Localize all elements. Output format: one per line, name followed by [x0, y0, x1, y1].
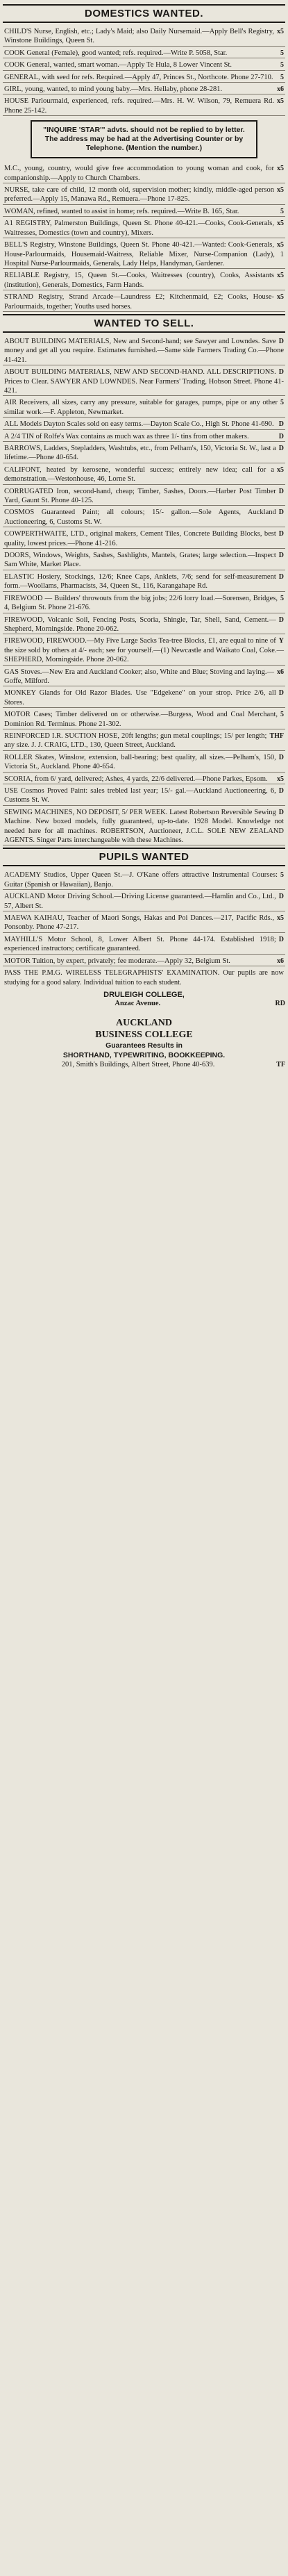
- ad-text: STRAND Registry, Strand Arcade—Laundress £2; Kitchenmaid, £2; Cooks, House-Parlourmaids, together; Youths used horses.: [4, 293, 274, 311]
- ad-code: D: [278, 787, 284, 795]
- classified-ad: [3, 185, 285, 205]
- ad-code: 5: [280, 73, 284, 81]
- business-college-ad: [3, 1017, 285, 1070]
- ad-text: CALIFONT, heated by kerosene, wonderful success; entirely new idea; call for a demonstration.—Westonhouse, 46, Lorne St.: [4, 465, 274, 484]
- classified-ad: [3, 808, 285, 846]
- classified-ad: [3, 870, 285, 890]
- classified-ad: [3, 60, 285, 70]
- pmg-wireless-ad: PASS THE P.M.G. WIRELESS TELEGRAPHISTS' EXAMINATION. Our pupils are now studying for a good salary. Individual tuition to each student.: [4, 969, 284, 986]
- ad-code: x6: [277, 85, 284, 94]
- ad-code: D: [278, 432, 284, 440]
- ad-code: D: [278, 337, 284, 345]
- ad-text: ABOUT BUILDING MATERIALS, New and Second-hand; see Sawyer and Lowndes. Save money and get all you require. Estimates furnished.—Same side Farmers Trading Co.—Phone 41-421.: [4, 337, 284, 364]
- ad-text: SCORIA, from 6/ yard, delivered; Ashes, 4 yards, 22/6 delivered.—Phone Parkes, Epsom.: [4, 775, 268, 783]
- business-address: 201, Smith's Buildings, Albert Street, Phone 40-639.: [61, 1060, 215, 1068]
- classified-ad: [3, 49, 285, 58]
- classified-ad: [3, 710, 285, 729]
- ad-code: x5: [277, 28, 284, 35]
- business-line-1: AUCKLAND: [116, 1017, 172, 1028]
- ad-text: CHILD'S Nurse, English, etc.; Lady's Maid; also Daily Nursemaid.—Apply Bell's Registry, Winstone Buildings, Queen St.: [4, 28, 274, 45]
- ad-text: ROLLER Skates, Winslow, extension, ball-bearing; best quality, all sizes.—Pelham's, 150, Victoria St., Auckland. Phone 40-654.: [4, 753, 276, 771]
- ad-text: CORRUGATED Iron, second-hand, cheap; Timber, Sashes, Doors.—Harber Post Timber Yard, Gaunt St. Phone 40-125.: [4, 487, 276, 505]
- classified-ad: [3, 551, 285, 570]
- ad-text: FIREWOOD — Builders' throwouts from the big jobs; 22/6 lorry load.—Sorensen, Bridges, 4, Belgium St. Phone 21-676.: [4, 594, 278, 612]
- classified-ad: [3, 786, 285, 806]
- ad-text: COWPERTHWAITE, LTD., original makers, Cement Tiles, Concrete Building Blocks, best quality, lowest prices.—Phone 41-216.: [4, 530, 276, 547]
- ad-text: M.C., young, country, would give free accommodation to young woman and cook, for companionship.—Apply to Church Chambers.: [4, 165, 274, 182]
- ad-code: D: [278, 445, 284, 452]
- ad-code: D: [278, 552, 284, 560]
- classified-ad: [3, 732, 285, 751]
- ad-code: x5: [277, 272, 284, 280]
- classified-ad: [3, 207, 285, 217]
- ad-text: MOTOR Tuition, by expert, privately; fee moderate.—Apply 32, Belgium St.: [4, 957, 230, 965]
- domestics-ads-list-2: [3, 164, 285, 312]
- ad-text: SEWING MACHINES, NO DEPOSIT, 5/ PER WEEK. Latest Robertson Reversible Sewing Machine. New boxed models, fully guaranteed, up-to-date. 1928 Model. Knowledge not needed here for all machines. ROBERTSON, Auctioneer, J.C.L. SOLE NEW ZEALAND AGENTS. Singer Parts interchangeable with these Machines.: [4, 808, 284, 845]
- ad-code: D: [278, 368, 284, 377]
- classified-ad: [3, 572, 285, 592]
- ad-text: GAS Stoves.—New Era and Auckland Cooker; also, White and Blue; Stoving and laying.—Goffe, Milford.: [4, 668, 274, 685]
- ad-code: D: [278, 487, 284, 495]
- ad-text: COOK General, wanted, smart woman.—Apply Te Hula, 8 Lower Vincent St.: [4, 61, 232, 69]
- classified-ad: [3, 271, 285, 290]
- ad-text: HOUSE Parlourmaid, experienced, refs. required.—Mrs. H. W. Wilson, 79, Remuera Rd. Phone 25-142.: [4, 97, 274, 115]
- ad-code: D: [278, 616, 284, 624]
- classified-ad: [3, 97, 285, 116]
- ad-code: 5: [280, 207, 284, 215]
- ad-text: REINFORCED I.R. SUCTION HOSE, 20ft lengths; gun metal couplings; 15/ per length; any size. J. J. CRAIG, LTD., 130, Queen Street, Auckland.: [4, 732, 267, 750]
- ad-text: MAYHILL'S Motor School, 8, Lower Albert St. Phone 44-174. Established 1918; experienced instructors; certificate guaranteed.: [4, 935, 276, 953]
- ad-text: BARROWS, Ladders, Stepladders, Washtubs, etc., from Pelham's, 150, Victoria St. W., last a lifetime.—Phone 40-654.: [4, 445, 276, 462]
- classified-ad: [3, 775, 285, 784]
- ad-code: 5: [280, 61, 284, 69]
- ad-text: AUCKLAND Motor Driving School.—Driving License guaranteed.—Hamlin and Co., Ltd., 57, Albert St.: [4, 893, 276, 910]
- classified-ad: [3, 240, 285, 269]
- business-line-3: Guarantees Results in: [105, 1041, 183, 1050]
- classifieds-page: [3, 0, 285, 1069]
- classified-ad: [3, 444, 285, 463]
- classified-ad: [3, 420, 285, 429]
- classified-ad: [3, 487, 285, 506]
- section-header-pupils: PUPILS WANTED: [3, 848, 285, 866]
- classified-ad: [3, 957, 285, 966]
- ad-code: x5: [277, 775, 284, 783]
- classified-ad: [3, 73, 285, 83]
- classified-ad: [3, 164, 285, 183]
- inquire-star-notice: "INQUIRE 'STAR'" advts. should not be replied to by letter. The address may be had at the Advertising Counter or by Telephone. (Mention the number.): [31, 120, 257, 158]
- ad-code: x5: [277, 186, 284, 195]
- druleigh-address-text: Anzac Avenue.: [115, 999, 161, 1007]
- ad-text: FIREWOOD, Volcanic Soil, Fencing Posts, Scoria, Shingle, Tar, Shell, Sand, Cement.—Shepherd, Morningside. Phone 20-062.: [4, 616, 276, 633]
- classified-ad: [3, 85, 285, 94]
- ad-code: 5: [280, 871, 284, 880]
- ad-text: GENERAL, with seed for refs. Required.—Apply 47, Princes St., Northcote. Phone 27-710.: [4, 73, 273, 81]
- ad-text: WOMAN, refined, wanted to assist in home; refs. required.—Write B. 165, Star.: [4, 207, 239, 215]
- ad-code: x5: [277, 241, 284, 249]
- ad-code: x5: [277, 165, 284, 173]
- classified-ad: [3, 594, 285, 613]
- classified-ad: [3, 753, 285, 773]
- classified-ad: [3, 219, 285, 238]
- classified-ad: [3, 465, 285, 485]
- classified-ad: [3, 292, 285, 312]
- ad-text: COOK General (Female), good wanted; refs. required.—Write P. 5058, Star.: [4, 49, 228, 57]
- ad-text: COSMOS Guaranteed Paint; all colours; 15/- gallon.—Sole Agents, Auckland Auctioneering, 6, Customs St. W.: [4, 509, 276, 526]
- classified-ad: [3, 398, 285, 418]
- ad-code: D: [278, 753, 284, 761]
- pupils-ads-list: [3, 870, 285, 966]
- ad-text: NURSE, take care of child, 12 month old, supervision mother; kindly, middle-aged person preferred.—Apply 15, Manawa Rd., Remuera.—Phone 17-825.: [4, 186, 274, 204]
- ad-code: THF: [269, 732, 284, 740]
- ad-code: x5: [277, 914, 284, 923]
- ad-text: MOTOR Cases; Timber delivered on or otherwise.—Burgess, Wood and Coal Merchant, Dominion Rd. Terminus. Phone 21-302.: [4, 711, 278, 728]
- classified-ad: [3, 368, 285, 396]
- ad-code: 5: [280, 711, 284, 719]
- ad-code: D: [278, 808, 284, 816]
- druleigh-address: [3, 1000, 285, 1007]
- ad-code: x5: [277, 220, 284, 228]
- classified-ad: [3, 529, 285, 549]
- classified-ad: [3, 668, 285, 687]
- ad-code: D: [278, 689, 284, 697]
- ad-text: GIRL, young, wanted, to mind young baby.—Mrs. Hellaby, phone 28-281.: [4, 85, 223, 94]
- classified-ad: [3, 508, 285, 527]
- ad-code: x5: [277, 97, 284, 106]
- ad-text: AIR Receivers, all sizes, carry any pressure, suitable for garages, pumps, pipe or any other similar work.—F. Appleton, Newmarket.: [4, 399, 278, 416]
- classified-ad: [3, 616, 285, 635]
- classified-ad: [3, 27, 285, 47]
- ad-code: D: [278, 572, 284, 581]
- classified-ad: [3, 636, 285, 665]
- ad-text: MAEWA KAIHAU, Teacher of Maori Songs, Hakas and Poi Dances.—217, Pacific Rds., Ponsonby. Phone 47-217.: [4, 914, 274, 932]
- business-line-4: SHORTHAND, TYPEWRITING, BOOKKEEPING.: [62, 1050, 226, 1059]
- classified-ad: [3, 935, 285, 955]
- ad-code: D: [278, 420, 284, 429]
- ad-text: MONKEY Glands for Old Razor Blades. Use "Edgekene" on your strop. Price 2/6, all Stores.: [4, 689, 276, 707]
- ad-code: 5: [280, 594, 284, 602]
- section-header-wanted-to-sell: WANTED TO SELL.: [3, 314, 285, 333]
- classified-ad: [3, 337, 285, 365]
- ad-code: x6: [277, 668, 284, 676]
- druleigh-code: RD: [275, 999, 285, 1007]
- ad-code: D: [278, 935, 284, 943]
- ad-text: ABOUT BUILDING MATERIALS, NEW AND SECOND-HAND. ALL DESCRIPTIONS. Prices to Clear. SAWYER AND LOWNDES. Near Farmers' Trading, Hobson Street. Phone 41-421.: [4, 368, 284, 395]
- business-line-5: [3, 1060, 285, 1070]
- ad-code: 5: [280, 399, 284, 407]
- ad-code: x6: [277, 957, 284, 965]
- ad-text: BELL'S Registry, Winstone Buildings, Queen St. Phone 40-421.—Wanted: Cook-Generals, House-Parlourmaids, Housemaid-Waitress, Reliable Mixer, Nurse-Companion (Lady), 1 Hospital Nurse-Parlourmaids, Generals, Lady Helps, Handyman, Gardener.: [4, 241, 284, 267]
- ad-text: ALL Models Dayton Scales sold on easy terms.—Dayton Scale Co., High St. Phone 41-690.: [4, 420, 274, 429]
- ad-code: D: [278, 893, 284, 901]
- ad-text: ACADEMY Studios, Upper Queen St.—J. O'Kane offers attractive Instrumental Courses: Guitar (Spanish or Hawaiian), Banjo.: [4, 871, 278, 889]
- ad-code: D: [278, 509, 284, 517]
- ad-text: FIREWOOD, FIREWOOD.—My Five Large Sacks Tea-tree Blocks, £1, are equal to nine of the size sold by others at 4/- each; see for yourself.—(1) Newcastle and Waikato Coal, Coke.—SHEPHERD, Morningside. Phone 20-062.: [4, 637, 284, 664]
- ad-text: A1 REGISTRY, Palmerston Buildings, Queen St. Phone 40-421.—Cooks, Cook-Generals, Waitresses, Domestics (town and country), Mixers.: [4, 220, 274, 237]
- business-code: TF: [276, 1060, 285, 1068]
- druleigh-college-name: DRULEIGH COLLEGE,: [103, 990, 185, 999]
- section-header-domestics: DOMESTICS WANTED.: [3, 4, 285, 23]
- classified-ad: [3, 432, 285, 442]
- classified-ad: [3, 892, 285, 911]
- ad-text: RELIABLE Registry, 15, Queen St.—Cooks, Waitresses (country), Cooks, Assistants (institution), Generals, Domestics, Farm Hands.: [4, 272, 274, 289]
- domestics-ads-list: [3, 27, 285, 116]
- ad-code: D: [278, 530, 284, 538]
- ad-code: x5: [277, 465, 284, 474]
- classified-ad: [3, 688, 285, 708]
- ad-code: 5: [280, 49, 284, 57]
- classified-ad: [3, 914, 285, 933]
- ad-text: USE Cosmos Proved Paint: sales trebled last year; 15/- gal.—Auckland Auctioneering, 6, Customs St. W.: [4, 787, 276, 804]
- sell-ads-list: [3, 337, 285, 846]
- business-line-2: BUSINESS COLLEGE: [95, 1029, 193, 1040]
- ad-text: DOORS, Windows, Weights, Sashes, Sashlights, Mantels, Grates; large selection.—Inspect Sam White, Market Place.: [4, 552, 276, 569]
- ad-code: Y: [278, 637, 284, 645]
- ad-code: x5: [277, 293, 284, 302]
- ad-text: ELASTIC Hosiery, Stockings, 12/6; Knee Caps, Anklets, 7/6; send for self-measurement form.—Woollams, Pharmacists, 34, Queen St., 116, Karangahape Rd.: [4, 572, 276, 591]
- ad-text: A 2/4 TIN of Rolfe's Wax contains as much wax as three 1/- tins from other makers.: [4, 432, 249, 440]
